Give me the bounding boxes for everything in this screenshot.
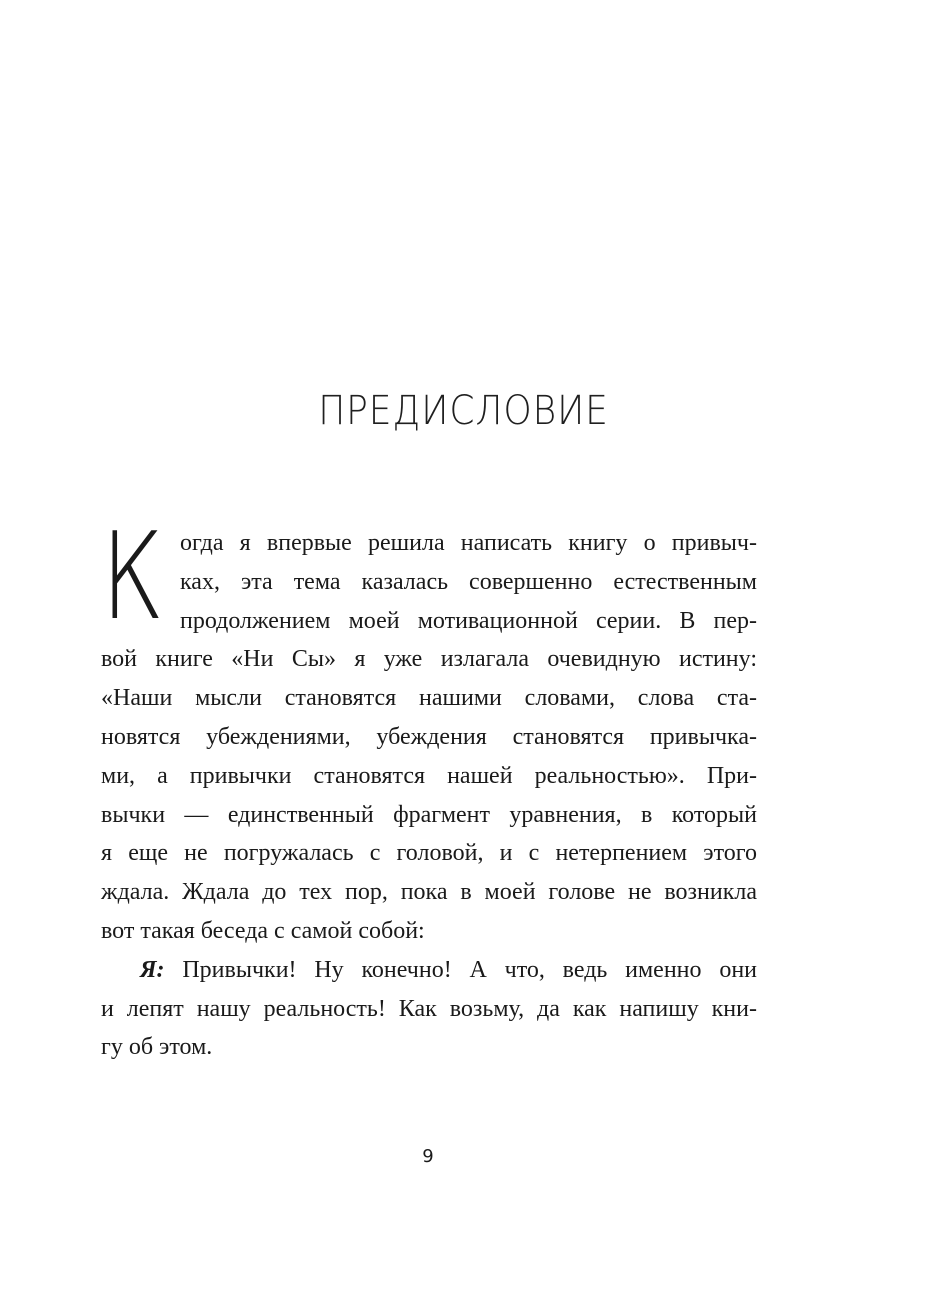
paragraph-1-line-7: ми, а привычки становятся нашей реальностью». При- bbox=[101, 762, 757, 789]
paragraph-2-line-1 bbox=[101, 951, 757, 990]
paragraph-1-line-6: новятся убеждениями, убеждения становятся привычка- bbox=[101, 723, 757, 750]
paragraph-1-line-9: я еще не погружалась с головой, и с нетерпением этого bbox=[101, 840, 757, 867]
paragraph-1-line-5: «Наши мысли становятся нашими словами, слова ста- bbox=[101, 685, 757, 712]
paragraph-1-line-2: ках, эта тема казалась совершенно естественным bbox=[180, 568, 757, 595]
page-number: 9 bbox=[422, 1146, 434, 1167]
paragraph-2-line-3: гу об этом. bbox=[101, 1034, 213, 1061]
paragraph-2-line-2: и лепят нашу реальность! Как возьму, да как напишу кни- bbox=[101, 995, 757, 1022]
paragraph-1-line-11: вот такая беседа с самой собой: bbox=[101, 917, 425, 944]
paragraph-1-line-1: огда я впервые решила написать книгу о привыч- bbox=[180, 530, 757, 556]
chapter-title: ПРЕДИСЛОВИЕ bbox=[318, 388, 609, 434]
paragraph-1-line-3: продолжением моей мотивационной серии. В пер- bbox=[180, 607, 757, 634]
drop-cap-letter: К bbox=[101, 508, 165, 647]
paragraph-2-line-1-text: Привычки! Ну конечно! А что, ведь именно они bbox=[182, 956, 757, 983]
paragraph-1-line-4: вой книге «Ни Сы» я уже излагала очевидную истину: bbox=[101, 646, 757, 673]
body-text bbox=[101, 508, 757, 1067]
speaker-label: Я: bbox=[140, 956, 165, 983]
paragraph-1-line-10: ждала. Ждала до тех пор, пока в моей голове не возникла bbox=[101, 879, 757, 906]
paragraph-1-line-8: вычки — единственный фрагмент уравнения, в который bbox=[101, 801, 757, 828]
